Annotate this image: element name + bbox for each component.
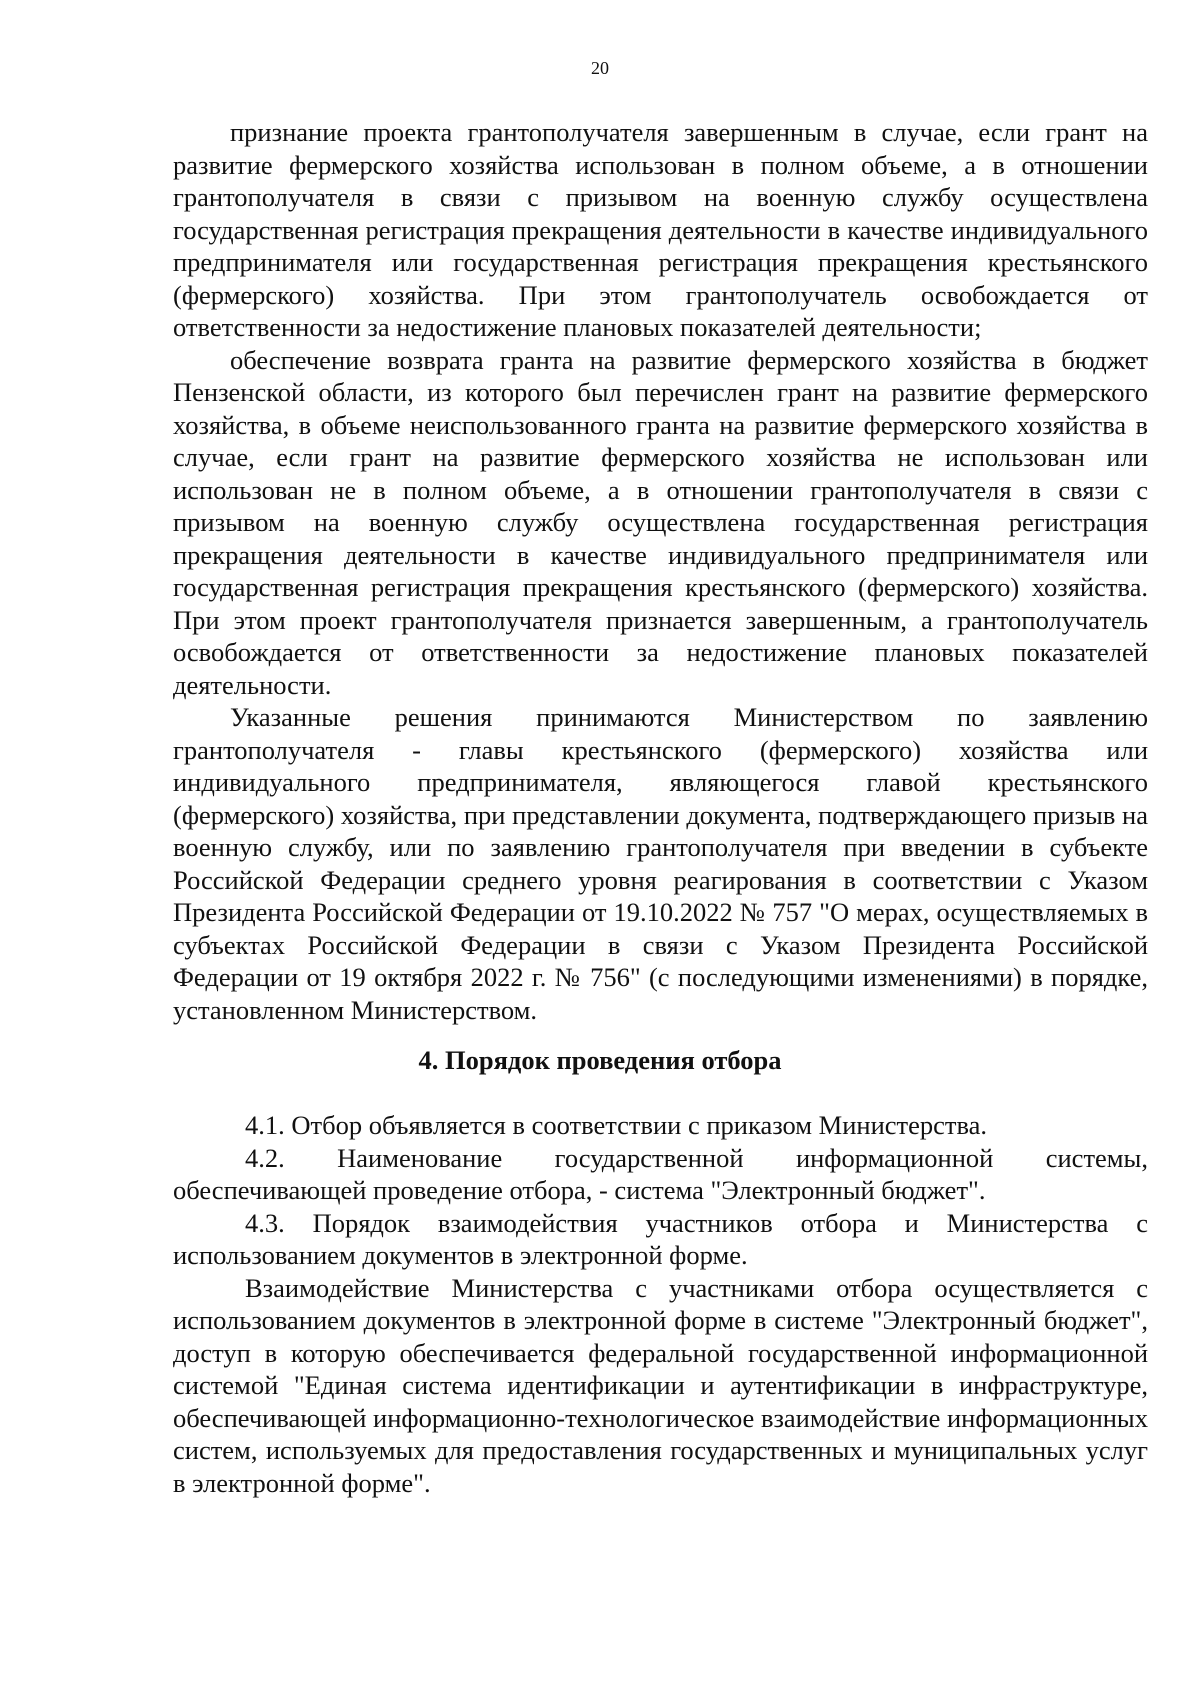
body-text-after-heading <box>173 1109 1148 1499</box>
page-number: 20 <box>591 58 609 78</box>
paragraph-decisions: Указанные решения принимаются Министерством по заявлению грантополучателя - главы крестьянского (фермерского) хозяйства или индивидуального предпринимателя, являющегося главой крестьянского (фермерского) хозяйства, при представлении документа, подтверждающего призыв на военную службу, или по заявлению грантополучателя при введении в субъекте Российской Федерации среднего уровня реагирования в соответствии с Указом Президента Российской Федерации от 19.10.2022 № 757 "О мерах, осуществляемых в субъектах Российской Федерации в связи с Указом Президента Российской Федерации от 19 октября 2022 г. № 756" (с последующими изменениями) в порядке, установленном Министерством. <box>173 702 1148 1025</box>
body-text-before-heading <box>173 116 1148 1026</box>
paragraph-4-1: 4.1. Отбор объявляется в соответствии с приказом Министерства. <box>245 1110 988 1140</box>
paragraph-interaction: Взаимодействие Министерства с участниками отбора осуществляется с использованием документов в электронной форме в системе "Электронный бюджет", доступ в которую обеспечивается федеральной государственной информационной системой "Единая система идентификации и аутентификации в инфраструктуре, обеспечивающей информационно-технологическое взаимодействие информационных систем, используемых для предоставления государственных и муниципальных услуг в электронной форме". <box>173 1272 1148 1498</box>
paragraph-4-3: 4.3. Порядок взаимодействия участников отбора и Министерства с использованием документов в электронной форме. <box>173 1207 1148 1270</box>
paragraph-grant-return: обеспечение возврата гранта на развитие фермерского хозяйства в бюджет Пензенской области, из которого был перечислен грант на развитие фермерского хозяйства, в объеме неиспользованного гранта на развитие фермерского хозяйства в случае, если грант на развитие фермерского хозяйства не использован или использован не в полном объеме, а в отношении грантополучателя в связи с призывом на военную службу осуществлена государственная регистрация прекращения деятельности в качестве индивидуального предпринимателя или государственная регистрация прекращения крестьянского (фермерского) хозяйства. При этом проект грантополучателя признается завершенным, а грантополучатель освобождается от ответственности за недостижение плановых показателей деятельности. <box>173 344 1148 700</box>
paragraph-4-2: 4.2. Наименование государственной информационной системы, обеспечивающей проведение отбора, - система "Электронный бюджет". <box>173 1142 1148 1205</box>
paragraph-project-completion: признание проекта грантополучателя завершенным в случае, если грант на развитие фермерского хозяйства использован в полном объеме, а в отношении грантополучателя в связи с призывом на военную службу осуществлена государственная регистрация прекращения деятельности в качестве индивидуального предпринимателя или государственная регистрация прекращения крестьянского (фермерского) хозяйства. При этом грантополучатель освобождается от ответственности за недостижение плановых показателей деятельности; <box>173 117 1148 342</box>
section-heading: 4. Порядок проведения отбора <box>418 1045 782 1075</box>
